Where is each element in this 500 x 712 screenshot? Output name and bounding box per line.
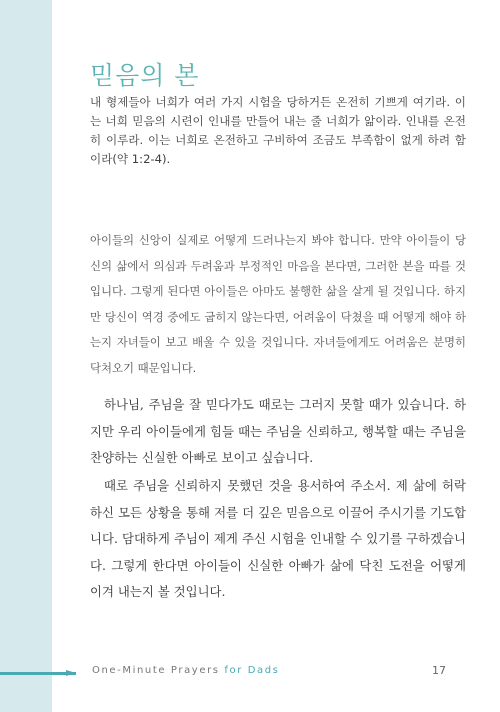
footer-accent-bar	[0, 672, 76, 675]
page-title: 믿음의 본	[90, 61, 200, 90]
prayer-paragraph: 때로 주님을 신뢰하지 못했던 것을 용서하여 주소서. 제 삶에 허락하신 모든 상황을 통해 저를 더 깊은 믿음으로 이끌어 주시기를 기도합니다. 담대하게 주님이 제게 주신 시험을 인내할 수 있기를 구하겠습니다. 그렇게 한다면 아이들이 신실한 아빠가 삶에 닥친 도전을 어떻게 이겨 내는지 볼 것입니다.	[90, 478, 466, 599]
book-title: One-Minute Prayers	[92, 665, 220, 676]
scripture-verse: 내 형제들아 너희가 여러 가지 시험을 당하거든 온전히 기쁘게 여기라. 이는 너희 믿음의 시련이 인내를 만들어 내는 줄 너희가 앎이라. 인내를 온전히 이루라. 이는 너희로 온전하고 구비하여 조금도 부족함이 없게 하려 함이라(약 1:2-4).	[90, 95, 466, 166]
pen-tip-icon	[66, 668, 76, 678]
side-color-band	[0, 0, 52, 712]
running-footer	[92, 665, 280, 676]
body-paragraph: 아이들의 신앙이 실제로 어떻게 드러나는지 봐야 합니다. 만약 아이들이 당신의 삶에서 의심과 두려움과 부정적인 마음을 본다면, 그러한 본을 따를 것입니다. 그렇게 된다면 아이들은 아마도 불행한 삶을 살게 될 것입니다. 하지만 당신이 역경 중에도 굽히지 않는다면, 어려움이 닥쳤을 때 어떻게 해야 하는지 자녀들이 보고 배울 수 있을 것입니다. 자녀들에게도 어려움은 분명히 닥쳐오기 때문입니다.	[90, 233, 466, 375]
book-title-accent: for Dads	[224, 665, 280, 676]
page-number: 17	[432, 664, 446, 677]
prayer-paragraph: 하나님, 주님을 잘 믿다가도 때로는 그러지 못할 때가 있습니다. 하지만 우리 아이들에게 힘들 때는 주님을 신뢰하고, 행복할 때는 주님을 찬양하는 신실한 아빠로 보이고 싶습니다.	[90, 397, 466, 465]
